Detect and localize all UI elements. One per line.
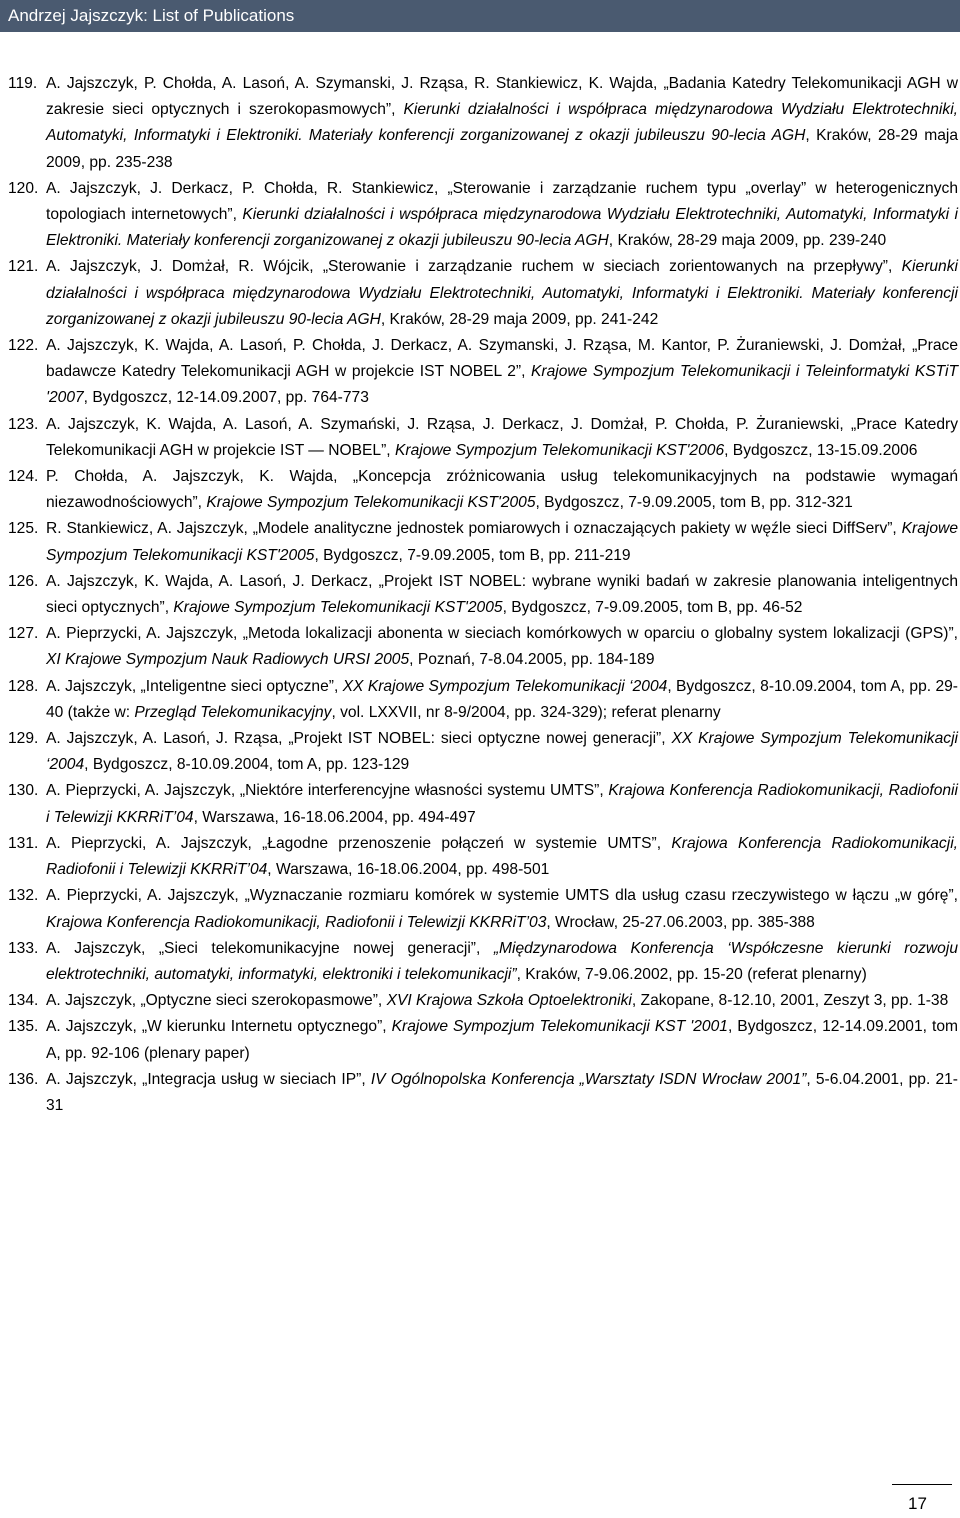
publication-citation bbox=[46, 412, 958, 464]
citation-text: , Bydgoszcz, 8-10.09.2004, tom A, pp. 29-40 (także w: bbox=[46, 677, 959, 721]
citation-venue: XX Krajowe Sympozjum Telekomunikacji ‘2004 bbox=[46, 730, 958, 774]
publication-number: 127. bbox=[8, 625, 39, 643]
publication-number: 126. bbox=[8, 572, 39, 590]
citation-text: , Kraków, 28-29 maja 2009, pp. 241-242 bbox=[380, 310, 659, 328]
citation-text: A. Jajszczyk, „Sieci telekomunikacyjne nowej generacji”, bbox=[46, 939, 494, 957]
citation-text: A. Jajszczyk, P. Chołda, A. Lasoń, A. Szymanski, J. Rząsa, R. Stankiewicz, K. Wajda, „Badania Katedry Telekomunikacji AGH w zakresie sieci optycznych i szerokopasmowych”, bbox=[46, 75, 958, 119]
publication-entry bbox=[8, 71, 958, 176]
publication-number: 132. bbox=[8, 887, 39, 905]
publication-number: 136. bbox=[8, 1070, 39, 1088]
publication-citation bbox=[46, 333, 958, 412]
publication-citation bbox=[46, 71, 958, 176]
citation-text: P. Chołda, A. Jajszczyk, K. Wajda, „Koncepcja zróżnicowania usług telekomunikacyjnych na podstawie wymagań niezawodnościowych”, bbox=[46, 468, 958, 512]
publication-number: 121. bbox=[8, 258, 39, 276]
publication-citation bbox=[46, 1067, 958, 1119]
publication-number: 130. bbox=[8, 782, 39, 800]
publication-citation bbox=[46, 674, 958, 726]
publication-number: 134. bbox=[8, 992, 39, 1010]
citation-venue: Krajowe Sympozjum Telekomunikacji KST'2005 bbox=[46, 520, 958, 564]
footer-rule bbox=[892, 1484, 952, 1485]
publication-entry bbox=[8, 254, 958, 333]
publication-number: 123. bbox=[8, 415, 39, 433]
publication-number: 133. bbox=[8, 939, 39, 957]
publication-citation bbox=[46, 254, 958, 333]
publication-entry bbox=[8, 674, 958, 726]
citation-text: A. Pieprzycki, A. Jajszczyk, „Niektóre interferencyjne własności systemu UMTS”, bbox=[46, 782, 609, 800]
citation-text: , Bydgoszcz, 7-9.09.2005, tom B, pp. 46-52 bbox=[502, 599, 803, 617]
publication-entry bbox=[8, 516, 958, 568]
citation-text: A. Jajszczyk, J. Derkacz, P. Chołda, R. Stankiewicz, „Sterowanie i zarządzanie ruchem typu „overlay” w heterogenicznych topologiach internetowych”, bbox=[46, 179, 958, 224]
publication-list bbox=[8, 71, 958, 1119]
citation-text: A. Pieprzycki, A. Jajszczyk, „Łagodne przenoszenie połączeń w systemie UMTS”, bbox=[46, 834, 672, 852]
citation-venue: Kierunki działalności i współpraca międzynarodowa Wydziału Elektrotechniki, Automatyki, Informatyki i Elektroniki. Materiały konferencji zorganizowanej z okazji jubileuszu 90-lecia AGH bbox=[46, 258, 958, 328]
publication-citation bbox=[46, 831, 958, 883]
publication-entry bbox=[8, 988, 958, 1014]
publication-entry bbox=[8, 883, 958, 935]
citation-venue: Krajowe Sympozjum Telekomunikacji KST'2005 bbox=[173, 599, 503, 617]
citation-venue: Krajowe Sympozjum Telekomunikacji KST'2006 bbox=[394, 441, 725, 459]
publication-number: 129. bbox=[8, 730, 39, 748]
publication-citation bbox=[46, 464, 958, 516]
publication-number: 122. bbox=[8, 337, 39, 355]
document-title: Andrzej Jajszczyk: List of Publications bbox=[8, 6, 295, 25]
citation-text: , Bydgoszcz, 7-9.09.2005, tom B, pp. 211-219 bbox=[314, 546, 631, 564]
citation-text: , Warszawa, 16-18.06.2004, pp. 498-501 bbox=[267, 861, 550, 879]
citation-venue: XI Krajowe Sympozjum Nauk Radiowych URSI 2005 bbox=[46, 651, 410, 669]
publication-entry bbox=[8, 778, 958, 830]
publication-citation bbox=[46, 176, 958, 255]
citation-venue: Krajowe Sympozjum Telekomunikacji i Teleinformatyki KSTiT '2007 bbox=[46, 363, 958, 407]
publication-entry bbox=[8, 1014, 958, 1066]
citation-text: , Warszawa, 16-18.06.2004, pp. 494-497 bbox=[193, 808, 476, 826]
publication-entry bbox=[8, 176, 958, 255]
citation-text: , vol. LXXVII, nr 8-9/2004, pp. 324-329); referat plenarny bbox=[331, 703, 721, 721]
citation-venue: IV Ogólnopolska Konferencja „Warsztaty ISDN Wrocław 2001” bbox=[370, 1070, 807, 1088]
publication-entry bbox=[8, 412, 958, 464]
citation-text: A. Jajszczyk, A. Lasoń, J. Rząsa, „Projekt IST NOBEL: sieci optyczne nowej generacji”, bbox=[46, 730, 672, 748]
publication-number: 131. bbox=[8, 834, 39, 852]
publication-entry bbox=[8, 464, 958, 516]
citation-text: , Bydgoszcz, 12-14.09.2007, pp. 764-773 bbox=[83, 389, 369, 407]
publication-citation bbox=[46, 883, 958, 935]
citation-text: A. Jajszczyk, K. Wajda, A. Lasoń, P. Chołda, J. Derkacz, A. Szymanski, J. Rząsa, M. Kantor, P. Żuraniewski, J. Domżał, „Prace badawcze Katedry Telekomunikacji AGH w projekcie IST NOBEL 2”, bbox=[46, 337, 958, 381]
citation-venue: Kierunki działalności i współpraca międzynarodowa Wydziału Elektrotechniki, Automatyki, Informatyki i Elektroniki. Materiały konferencji zorganizowanej z okazji jubileuszu 90-lecia AGH bbox=[46, 101, 958, 145]
publication-number: 124. bbox=[8, 468, 39, 486]
publication-entry bbox=[8, 569, 958, 621]
citation-text: , Kraków, 28-29 maja 2009, pp. 235-238 bbox=[46, 127, 959, 171]
citation-text: , Zakopane, 8-12.10, 2001, Zeszyt 3, pp. 1-38 bbox=[631, 992, 949, 1010]
publication-citation bbox=[46, 569, 958, 621]
citation-text: , Bydgoszcz, 7-9.09.2005, tom B, pp. 312-321 bbox=[535, 494, 853, 512]
citation-text: , Kraków, 7-9.06.2002, pp. 15-20 (referat plenarny) bbox=[516, 965, 867, 983]
publication-entry bbox=[8, 1067, 958, 1119]
citation-text: , Bydgoszcz, 8-10.09.2004, tom A, pp. 123-129 bbox=[84, 756, 410, 774]
citation-venue: XVI Krajowa Szkoła Optoelektroniki bbox=[386, 992, 632, 1010]
citation-text: A. Jajszczyk, K. Wajda, A. Lasoń, J. Derkacz, „Projekt IST NOBEL: wybrane wyniki badań w zakresie planowania inteligentnych sieci optycznych”, bbox=[46, 572, 958, 617]
publication-citation bbox=[46, 778, 958, 830]
citation-text: , Bydgoszcz, 12-14.09.2001, tom A, pp. 92-106 (plenary paper) bbox=[46, 1018, 959, 1062]
publication-number: 135. bbox=[8, 1018, 39, 1036]
citation-venue: Krajowa Konferencja Radiokomunikacji, Radiofonii i Telewizji KKRRiT’04 bbox=[46, 834, 958, 879]
citation-text: , Bydgoszcz, 13-15.09.2006 bbox=[724, 441, 918, 459]
citation-text: R. Stankiewicz, A. Jajszczyk, „Modele analityczne jednostek pomiarowych i oznaczających pakiety w węźle sieci DiffServ”, bbox=[46, 520, 902, 538]
publication-citation bbox=[46, 1014, 958, 1066]
citation-text: A. Jajszczyk, J. Domżał, R. Wójcik, „Sterowanie i zarządzanie ruchem w sieciach zorientowanych na przepływy”, bbox=[46, 258, 902, 276]
publication-citation bbox=[46, 726, 958, 778]
publication-entry bbox=[8, 333, 958, 412]
citation-text: , 5-6.04.2001, pp. 21-31 bbox=[46, 1070, 958, 1114]
publication-citation bbox=[46, 516, 958, 568]
publication-entry bbox=[8, 726, 958, 778]
citation-venue: Krajowe Sympozjum Telekomunikacji KST'2005 bbox=[206, 494, 536, 512]
citation-venue: XX Krajowe Sympozjum Telekomunikacji ‘2004 bbox=[342, 677, 668, 695]
citation-text: , Kraków, 28-29 maja 2009, pp. 239-240 bbox=[608, 232, 887, 250]
citation-venue: Przegląd Telekomunikacyjny bbox=[134, 703, 332, 721]
citation-text: A. Jajszczyk, „Integracja usług w sieciach IP”, bbox=[46, 1070, 371, 1088]
citation-text: A. Jajszczyk, K. Wajda, A. Lasoń, A. Szymański, J. Rząsa, J. Derkacz, J. Domżał, P. Chołda, P. Żuraniewski, „Prace Katedry Telekomunikacji AGH w projekcie IST — NOBEL”, bbox=[46, 415, 958, 459]
citation-venue: Kierunki działalności i współpraca międzynarodowa Wydziału Elektrotechniki, Automatyki, Informatyki i Elektroniki. Materiały konferencji zorganizowanej z okazji jubileuszu 90-lecia AGH bbox=[46, 206, 959, 250]
citation-venue: Krajowa Konferencja Radiokomunikacji, Radiofonii i Telewizji KKRRiT’03 bbox=[46, 913, 547, 931]
publication-citation bbox=[46, 621, 958, 673]
publication-number: 125. bbox=[8, 520, 39, 538]
publication-number: 120. bbox=[8, 179, 39, 197]
publication-citation bbox=[46, 936, 958, 988]
citation-text: A. Pieprzycki, A. Jajszczyk, „Metoda lokalizacji abonenta w sieciach komórkowych w oparciu o globalny system lokalizacji (GPS)”, bbox=[46, 625, 958, 643]
citation-text: , Wrocław, 25-27.06.2003, pp. 385-388 bbox=[546, 913, 815, 931]
page-number: 17 bbox=[908, 1494, 927, 1513]
publication-entry bbox=[8, 621, 958, 673]
citation-text: A. Jajszczyk, „Inteligentne sieci optyczne”, bbox=[46, 677, 343, 695]
citation-venue: Krajowa Konferencja Radiokomunikacji, Radiofonii i Telewizji KKRRiT’04 bbox=[46, 782, 958, 826]
citation-text: A. Pieprzycki, A. Jajszczyk, „Wyznaczanie rozmiaru komórek w systemie UMTS dla usług czasu rzeczywistego w łączu „w górę”, bbox=[46, 887, 958, 905]
citation-text: , Poznań, 7-8.04.2005, pp. 184-189 bbox=[409, 651, 655, 669]
publication-number: 128. bbox=[8, 677, 39, 695]
document-header bbox=[0, 0, 960, 32]
publication-entry bbox=[8, 936, 958, 988]
citation-text: A. Jajszczyk, „W kierunku Internetu optycznego”, bbox=[46, 1018, 392, 1036]
publication-entry bbox=[8, 831, 958, 883]
publication-number: 119. bbox=[8, 75, 38, 92]
citation-text: A. Jajszczyk, „Optyczne sieci szerokopasmowe”, bbox=[46, 992, 387, 1010]
citation-venue: „Międzynarodowa Konferencja ‘Współczesne kierunki rozwoju elektrotechniki, automatyki, informatyki, elektroniki i telekomunikacji” bbox=[46, 939, 958, 983]
publication-citation bbox=[46, 988, 958, 1014]
citation-venue: Krajowe Sympozjum Telekomunikacji KST '2001 bbox=[391, 1018, 728, 1036]
